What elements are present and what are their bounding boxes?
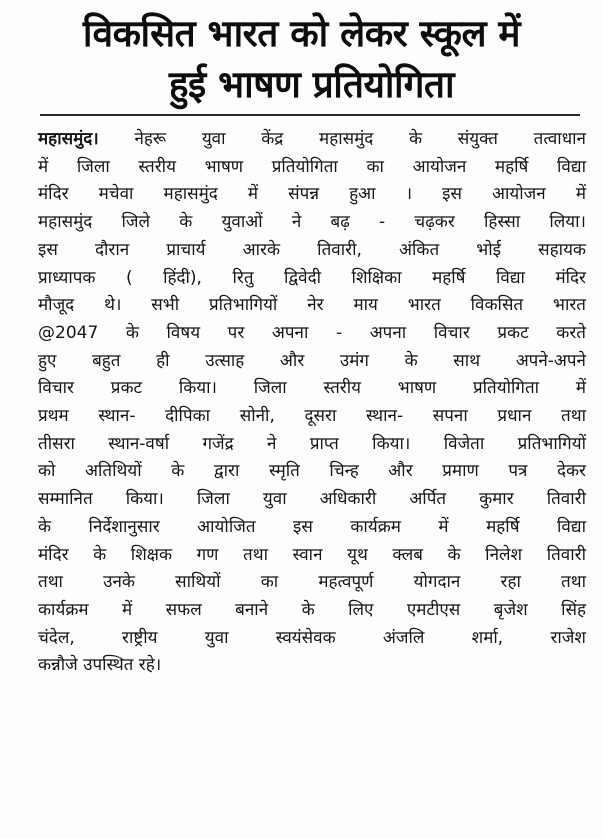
article-line: कन्नौजे उपस्थित रहे। <box>38 655 162 676</box>
article-line: सम्मानित किया। जिला युवा अधिकारी अर्पित कुमार तिवारी <box>38 489 586 510</box>
article-line: को अतिथियों के द्वारा स्मृति चिन्ह और प्रमाण पत्र देकर <box>38 461 586 482</box>
article-line: हुए बहुत ही उत्साह और उमंग के साथ अपने-अपने <box>38 350 586 371</box>
article-line: तथा उनके साथियों का महत्वपूर्ण योगदान रहा तथा <box>38 572 586 593</box>
article-line: विचार प्रकट किया। जिला स्तरीय भाषण प्रतियोगिता में <box>38 378 586 399</box>
headline <box>0 8 603 110</box>
headline-line-2: हुई भाषण प्रतियोगिता <box>168 63 455 106</box>
article-line: तीसरा स्थान-वर्षा गजेंद्र ने प्राप्त किया। विजेता प्रतिभागियों <box>38 433 586 454</box>
article-line <box>38 126 586 154</box>
article-line: इस दौरान प्राचार्य आरके तिवारी, अंकित भोई सहायक <box>38 239 586 260</box>
article-body <box>38 126 586 680</box>
headline-rule <box>40 114 580 116</box>
article-line: मौजूद थे। सभी प्रतिभागियों नेर माय भारत विकसित भारत <box>38 295 586 316</box>
article-line: में जिला स्तरीय भाषण प्रतियोगिता का आयोजन महर्षि विद्या <box>38 156 586 177</box>
article-line: मंदिर के शिक्षक गण तथा स्वान यूथ क्लब के निलेश तिवारी <box>38 544 586 565</box>
article-line: @2047 के विषय पर अपना - अपना विचार प्रकट करते <box>38 322 586 343</box>
dateline: महासमुंद। <box>38 129 99 149</box>
article-line: कार्यक्रम में सफल बनाने के लिए एमटीएस बृजेश सिंह <box>38 599 586 620</box>
article-line: प्रथम स्थान- दीपिका सोनी, दूसरा स्थान- सपना प्रधान तथा <box>38 406 586 427</box>
article-line: मंदिर मचेवा महासमुंद में संपन्न हुआ । इस आयोजन में <box>38 184 586 205</box>
article-line: के निर्देशानुसार आयोजित इस कार्यक्रम में महर्षि विद्या <box>38 516 586 537</box>
headline-line-1: विकसित भारत को लेकर स्कूल में <box>82 12 521 55</box>
article-line: प्राध्यापक ( हिंदी), रितु द्विवेदी शिक्षिका महर्षि विद्या मंदिर <box>38 267 586 288</box>
article-line: चंदेल, राष्ट्रीय युवा स्वयंसेवक अंजलि शर्मा, राजेश <box>38 627 586 648</box>
article-line: महासमुंद जिले के युवाओं ने बढ़ - चढ़कर हिस्सा लिया। <box>38 212 586 233</box>
article-line-text: नेहरू युवा केंद्र महासमुंद के संयुक्त तत्वाधान <box>98 129 586 149</box>
